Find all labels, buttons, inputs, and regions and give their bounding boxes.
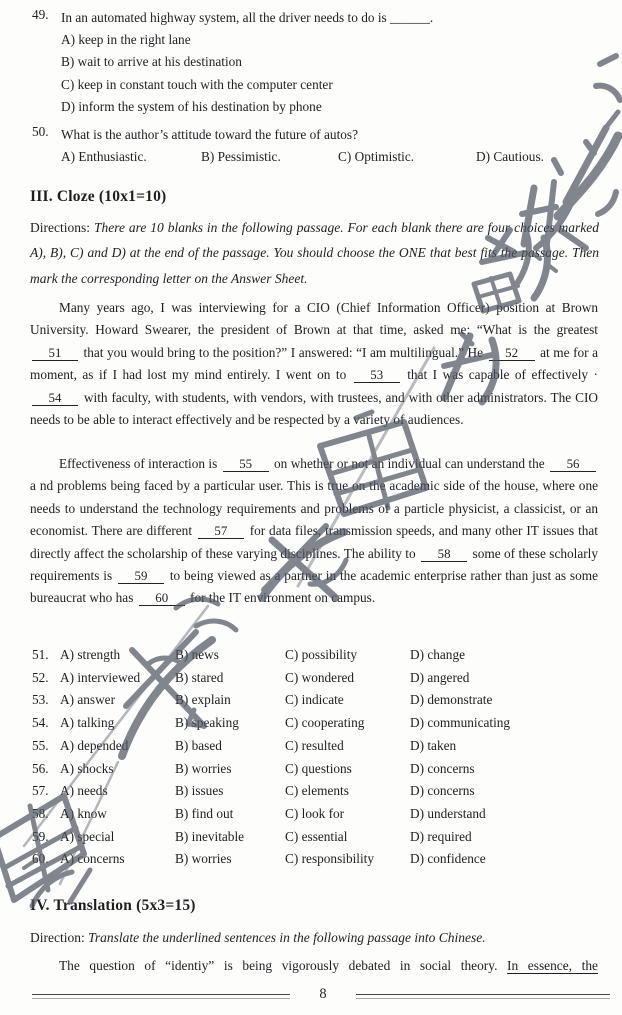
- text-run: some of these scholarly requirements is: [30, 545, 599, 584]
- cloze-option-59-b: B) inevitable: [175, 828, 245, 844]
- question-50-number: 50.: [32, 124, 49, 139]
- text-run: that I was capable of effectively ·: [407, 367, 598, 383]
- text-run: at me for a moment, as if I had lost my mind entirely. I went on to: [30, 344, 599, 383]
- cloze-option-53-d: D) demonstrate: [410, 692, 493, 708]
- text-run: to being viewed as a partner in the academic enterprise rather than just as some bureaucrat who has: [30, 568, 599, 606]
- text-run: for data files, transmission speeds, and many other IT issues that directly affect the scholarship of these varying disciplines. The ability to: [30, 523, 599, 561]
- cloze-option-57-a: A) needs: [60, 783, 108, 799]
- cloze-option-52-b: B) stared: [175, 669, 224, 685]
- cloze-option-53-n: 53.: [32, 692, 49, 708]
- text-run: on whether or not an individual can understand the: [274, 456, 545, 471]
- cloze-option-60-d: D) confidence: [410, 851, 486, 867]
- cloze-option-52-d: D) angered: [410, 669, 470, 685]
- translation-direction-text: Translate the underlined sentences in the following passage into Chinese.: [88, 930, 486, 945]
- text-run: for the IT environment on campus.: [190, 590, 376, 606]
- cloze-option-54-n: 54.: [32, 715, 49, 731]
- cloze-option-52-n: 52.: [32, 669, 49, 685]
- cloze-blank-54: 54: [32, 391, 78, 406]
- section-cloze-heading: III. Cloze (10x1=10): [30, 188, 167, 205]
- translation-paragraph: [30, 955, 598, 977]
- question-50-stem: What is the author’s attitude toward the future of autos?: [61, 127, 358, 142]
- footer-rule-right: [356, 994, 610, 999]
- cloze-option-51-d: D) change: [410, 647, 466, 662]
- cloze-option-59-a: A) special: [60, 828, 115, 844]
- cloze-option-57-d: D) concerns: [410, 783, 475, 799]
- cloze-option-59-c: C) essential: [285, 828, 348, 844]
- cloze-directions-label: Directions:: [30, 220, 90, 235]
- cloze-blank-55: 55: [223, 457, 269, 472]
- cloze-option-53-b: B) explain: [175, 692, 231, 708]
- cloze-option-60-n: 60.: [32, 851, 49, 867]
- cloze-option-52-a: A) interviewed: [60, 669, 141, 685]
- question-50: [32, 124, 602, 168]
- cloze-directions-text: There are 10 blanks in the following passage. For each blank there are four choices marked A), B), C) and D) at the end of the passage. You should choose the ONE that best fits the passage. Then mark the corresponding letter on the Answer Sheet.: [30, 220, 599, 286]
- question-50-option-b: B) Pessimistic.: [201, 149, 281, 164]
- cloze-option-56-d: D) concerns: [410, 760, 475, 776]
- cloze-blank-58: 58: [421, 547, 467, 562]
- text-run: Effectiveness of interaction is: [59, 456, 218, 471]
- question-49-number: 49.: [32, 7, 49, 22]
- cloze-option-59-d: D) required: [410, 828, 472, 844]
- cloze-blank-56: 56: [550, 457, 596, 472]
- underlined-phrase: In essence, the: [507, 958, 598, 973]
- question-49-option-c: C) keep in constant touch with the computer center: [61, 76, 333, 92]
- cloze-option-54-d: D) communicating: [410, 715, 511, 731]
- question-50-option-a: A) Enthusiastic.: [61, 149, 147, 164]
- cloze-option-51-n: 51.: [32, 647, 49, 662]
- cloze-option-57-b: B) issues: [175, 783, 224, 799]
- cloze-blank-60: 60: [139, 591, 185, 606]
- cloze-blank-59: 59: [118, 569, 164, 584]
- cloze-option-57-c: C) elements: [285, 783, 349, 799]
- cloze-option-56-a: A) shocks: [60, 760, 114, 776]
- question-49: [32, 7, 602, 118]
- question-49-option-a: A) keep in the right lane: [61, 32, 191, 47]
- page-footer: [32, 986, 610, 1003]
- cloze-option-51-a: A) strength: [60, 647, 121, 662]
- cloze-option-54-b: B) speaking: [175, 715, 239, 731]
- cloze-option-56-n: 56.: [32, 760, 49, 776]
- cloze-option-55-b: B) based: [175, 737, 222, 753]
- cloze-option-60-c: C) responsibility: [285, 851, 375, 867]
- question-50-option-d: D) Cautious.: [476, 149, 544, 164]
- question-49-option-d: D) inform the system of his destination by phone: [61, 98, 322, 114]
- cloze-option-58-d: D) understand: [410, 805, 486, 821]
- cloze-option-60-a: A) concerns: [60, 851, 125, 867]
- translation-direction: [30, 926, 599, 950]
- cloze-option-55-c: C) resulted: [285, 737, 344, 753]
- cloze-option-57-n: 57.: [32, 783, 49, 799]
- cloze-option-56-c: C) questions: [285, 760, 352, 776]
- page-number: 8: [319, 986, 327, 1002]
- cloze-option-58-a: A) know: [60, 805, 107, 821]
- section-translation-heading: IV. Translation (5x3=15): [30, 897, 196, 914]
- question-49-stem: In an automated highway system, all the driver needs to do is ______.: [61, 10, 434, 25]
- cloze-option-56-b: B) worries: [175, 760, 232, 776]
- cloze-option-58-n: 58.: [32, 805, 49, 821]
- cloze-directions: [30, 215, 599, 291]
- cloze-blank-52: 52: [489, 346, 535, 361]
- cloze-paragraph-2: [30, 453, 598, 610]
- cloze-option-51-c: C) possibility: [285, 647, 358, 662]
- cloze-option-54-c: C) cooperating: [285, 715, 365, 731]
- cloze-blank-57: 57: [198, 524, 244, 539]
- cloze-option-55-n: 55.: [32, 737, 49, 753]
- text-run: that you would bring to the position?” I answered: “I am multilingual.” He: [83, 344, 484, 360]
- cloze-option-55-a: A) depended: [60, 737, 129, 753]
- text-run: Many years ago, I was interviewing for a CIO (Chief Information Officer) position at Brown University. Howard Swearer, the president of Brown at that time, asked me: “What is the greatest: [30, 300, 598, 338]
- cloze-blank-53: 53: [354, 368, 400, 383]
- text-run: a nd problems being faced by a particular user. This is true on the academic side of the house, where one needs to understand the technology requirements and problems of a particle physicist, a classicist, or an economist. There are different: [30, 478, 598, 539]
- cloze-option-52-c: C) wondered: [285, 669, 355, 685]
- cloze-option-54-a: A) talking: [60, 715, 115, 731]
- footer-rule-left: [32, 994, 290, 999]
- question-49-option-b: B) wait to arrive at his destination: [61, 54, 242, 70]
- cloze-option-59-n: 59.: [32, 828, 49, 844]
- translation-direction-label: Direction:: [30, 930, 85, 945]
- text-run: The question of “identiy” is being vigorously debated in social theory.: [59, 958, 498, 973]
- cloze-option-51-b: B) news: [175, 647, 219, 662]
- cloze-option-58-c: C) look for: [285, 805, 345, 821]
- cloze-option-60-b: B) worries: [175, 851, 232, 867]
- cloze-option-53-c: C) indicate: [285, 692, 344, 708]
- cloze-options-table: [32, 644, 606, 871]
- cloze-option-53-a: A) answer: [60, 692, 116, 708]
- question-50-option-c: C) Optimistic.: [338, 149, 415, 164]
- cloze-blank-51: 51: [32, 346, 78, 361]
- cloze-option-55-d: D) taken: [410, 737, 457, 753]
- cloze-paragraph-1: [30, 297, 598, 431]
- text-run: with faculty, with students, with vendors, with trustees, and with other administrators. The CIO needs to be able to interact effectively and be respected by a variety of audiences.: [30, 389, 598, 428]
- cloze-option-58-b: B) find out: [175, 805, 234, 821]
